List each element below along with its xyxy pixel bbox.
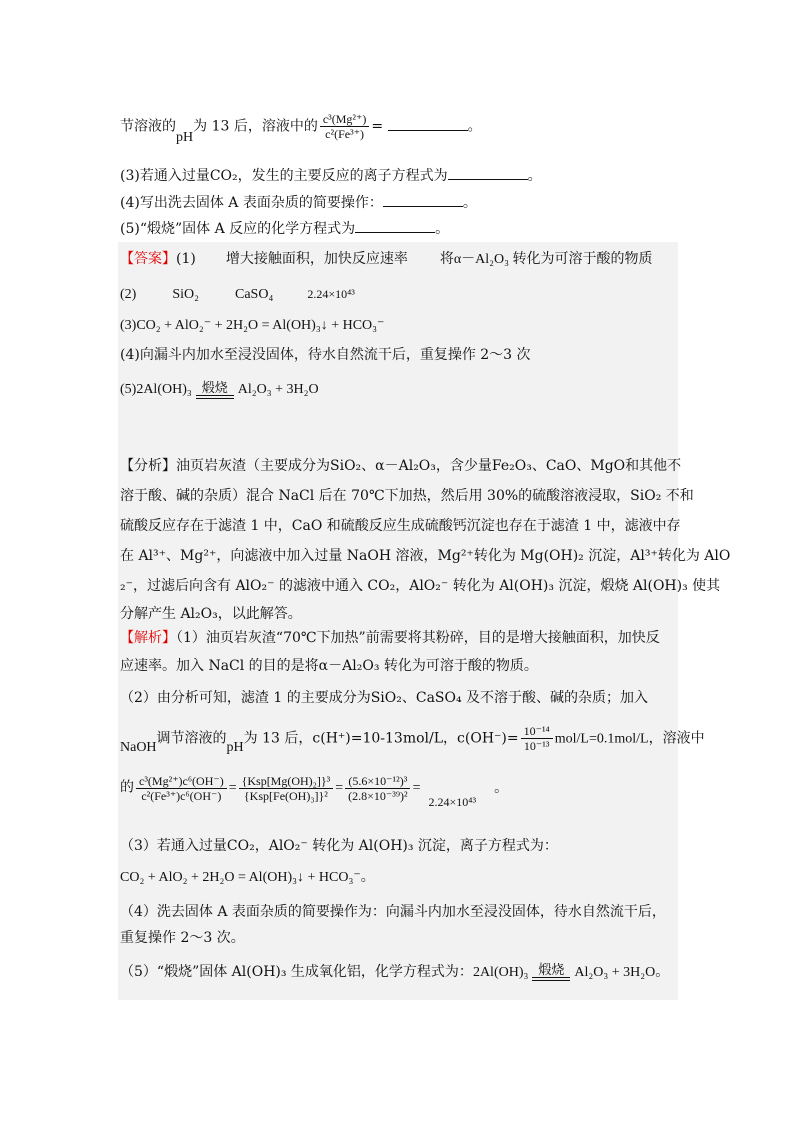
solution-3-line-2 [120, 868, 375, 888]
solution-text: （5）“煅烧”固体 Al(OH)₃ 生成氧化铝，化学方程式为： [120, 964, 473, 980]
answer-tag: 【答案】 [120, 251, 176, 267]
analysis-line-5 [120, 576, 720, 596]
q5-text: (5)“煅烧”固体 A 反应的化学方程式为 [120, 221, 356, 237]
analysis-text: 在 Al³⁺、Mg²⁺，向滤液中加入过量 NaOH 溶液，Mg²⁺转化为 Mg(OH)₂ 沉淀，Al³⁺转化为 AlO [120, 548, 731, 564]
oh-fraction [521, 724, 553, 753]
solution-2-line-1 [120, 688, 648, 708]
ksp-den: {Ksp[Fe(OH)₃]}² [243, 789, 328, 803]
ksp-fraction [239, 774, 334, 803]
a5-condition [196, 381, 234, 399]
analysis-text: 硫酸反应存在于滤渣 1 中，CaO 和硫酸反应生成硫酸钙沉淀也存在于滤渣 1 中，滤液中存 [120, 518, 681, 534]
solution-5 [120, 962, 669, 983]
question-4 [120, 193, 477, 213]
analysis-text: 溶于酸、碱的杂质）混合 NaCl 后在 70℃下加热，然后用 30%的硫酸溶液浸取，SiO₂ 不和 [120, 488, 694, 504]
analysis-text: 分解产生 Al₂O₃，以此解答。 [120, 606, 302, 622]
value-fraction [345, 774, 410, 803]
solution-text: mol/L=0.1mol/L，溶液中 [554, 731, 705, 747]
analysis-line-6 [120, 604, 302, 624]
s5-condition [532, 963, 570, 981]
a2-num: (2) [120, 287, 137, 302]
ratio-den: c²(Fe³⁺)c⁶(OH⁻) [141, 789, 222, 803]
q2-end: 。 [467, 118, 482, 135]
a2-sio2: SiO₂ [172, 287, 199, 302]
solution-1-line-2 [120, 656, 538, 676]
q4-end: 。 [462, 195, 477, 211]
q3-text: (3)若通入过量CO₂，发生的主要反应的离子方程式为 [120, 168, 448, 184]
ph-label: pH [226, 739, 244, 755]
a5-cond-label: 煅烧 [201, 379, 228, 395]
solution-text: （1）油页岩灰渣“70℃下加热”前需要将其粉碎，目的是增大接触面积，加快反 [176, 630, 660, 646]
solution-equation: CO₂ + AlO₂ + 2H₂O = Al(OH)₃↓ + HCO₃⁻。 [120, 870, 375, 885]
solution-tag: 【解析】 [120, 630, 176, 646]
solution-2-line-2 [120, 724, 705, 753]
solution-text: （4）洗去固体 A 表面杂质的简要操作为：向漏斗内加水至浸没固体，待水自然流干后， [120, 904, 666, 920]
solution-text: 为 13 后，c(H⁺)=10-13mol/L，c(OH⁻)= [243, 730, 519, 747]
answer-blank[interactable] [448, 167, 528, 180]
solution-4-line-2 [120, 928, 245, 948]
q4-text: (4)写出洗去固体 A 表面杂质的简要操作： [120, 195, 383, 211]
ph-label: pH [176, 129, 194, 145]
a3-equation: (3)CO₂ + AlO₂⁻ + 2H₂O = Al(OH)₃↓ + HCO₃⁻ [120, 318, 385, 333]
answer-blank[interactable] [355, 220, 435, 233]
a1-part2: 将α－Al₂O₃ 转化为可溶于酸的物质 [439, 252, 653, 267]
a1-num: (1) [176, 251, 196, 267]
double-line [196, 395, 234, 399]
naoh-label: NaOH [120, 739, 157, 755]
double-line [532, 977, 570, 981]
answer-3 [120, 316, 384, 336]
solution-text: 的 [120, 779, 134, 796]
analysis-line-1 [120, 456, 681, 476]
analysis-text: 油页岩灰渣（主要成分为SiO₂、α－Al₂O₃，含少量Fe₂O₃、CaO、MgO和其他不 [176, 458, 682, 474]
solution-text: 。 [655, 964, 670, 980]
analysis-text: ₂⁻，过滤后向含有 AlO₂⁻ 的滤液中通入 CO₂，AlO₂⁻ 转化为 Al(OH)₃ 沉淀，煅烧 Al(OH)₃ 使其 [120, 578, 721, 594]
result-value: 2.24×10⁴³ [428, 794, 477, 809]
value-den: (2.8×10⁻³⁹)² [348, 789, 408, 803]
q2-text-mid: 为 13 后，溶液中的 [193, 118, 318, 135]
solution-2-line-3: 的 $\frac{\text{c³(Mg²⁺)c⁶(OH⁻)}}{\text{c²(Fe³⁺)c⁶(OH⁻)}}$ = $\frac{\text{\{Ksp[Mg(OH)₂]\}³}}{\text{\{Ksp[Fe(OH)₃]\}²}}$ = $\frac{\text{(5.6×10⁻¹²)³}}{\text{(2.8×10⁻³⁹)²}}$ =2.24×10⁴³。 [120, 774, 509, 809]
solution-text: 应速率。加入 NaCl 的目的是将α－Al₂O₃ 转化为可溶于酸的物质。 [120, 658, 538, 674]
oh-frac-den: 10⁻¹³ [523, 739, 550, 753]
solution-1-line-1 [120, 628, 660, 648]
s5-eq-post: Al₂O₃ + 3H₂O [574, 965, 656, 980]
analysis-line-3 [120, 516, 681, 536]
answer-blank[interactable] [383, 194, 463, 207]
solution-3-line-1 [120, 836, 558, 856]
solution-text: （3）若通入过量CO₂，AlO₂⁻ 转化为 Al(OH)₃ 沉淀，离子方程式为： [120, 838, 558, 854]
solution-text: 调节溶液的 [156, 730, 227, 747]
q5-end: 。 [435, 221, 450, 237]
answer-blank[interactable] [388, 118, 468, 131]
q2-fraction [320, 112, 370, 141]
solution-text: 重复操作 2～3 次。 [120, 930, 245, 946]
a2-caso4: CaSO₄ [235, 287, 274, 302]
s5-eq-pre: 2Al(OH)₃ [472, 965, 529, 980]
q3-end: 。 [527, 168, 542, 184]
a5-pre: (5)2Al(OH)₃ [120, 382, 192, 397]
ratio-fraction [136, 774, 227, 803]
analysis-tag: 【分析】 [120, 458, 176, 474]
analysis-line-4 [120, 546, 730, 566]
answer-5 [120, 380, 319, 400]
a1-part1: 增大接触面积，加快反应速率 [225, 251, 408, 267]
question-3 [120, 166, 542, 186]
question-2-tail [120, 112, 482, 145]
q2-eq: = [371, 118, 384, 135]
solution-text: （2）由分析可知，滤渣 1 的主要成分为SiO₂、CaSO₄ 及不溶于酸、碱的杂质；加入 [120, 690, 649, 706]
answer-4 [120, 345, 531, 365]
answer-2 [120, 284, 355, 305]
ratio-num: c³(Mg²⁺)c⁶(OH⁻) [136, 774, 227, 789]
analysis-line-2 [120, 486, 694, 506]
oh-frac-num: 10⁻¹⁴ [521, 724, 553, 739]
value-num: (5.6×10⁻¹²)³ [345, 774, 410, 789]
a2-value: 2.24×10⁴³ [307, 287, 355, 301]
q2-fraction-den: c²(Fe³⁺) [325, 127, 365, 141]
q2-fraction-num: c³(Mg²⁺) [320, 112, 370, 127]
s5-cond-label: 煅烧 [538, 962, 565, 977]
question-5 [120, 219, 449, 239]
a5-post: Al₂O₃ + 3H₂O [237, 382, 319, 397]
a4-text: (4)向漏斗内加水至浸没固体，待水自然流干后，重复操作 2～3 次 [120, 347, 531, 363]
solution-4-line-1 [120, 902, 666, 922]
q2-text: 节溶液的 [120, 118, 176, 135]
solution-text: 。 [494, 780, 509, 796]
answer-1 [120, 249, 653, 270]
ksp-num: {Ksp[Mg(OH)₂]}³ [239, 774, 334, 789]
